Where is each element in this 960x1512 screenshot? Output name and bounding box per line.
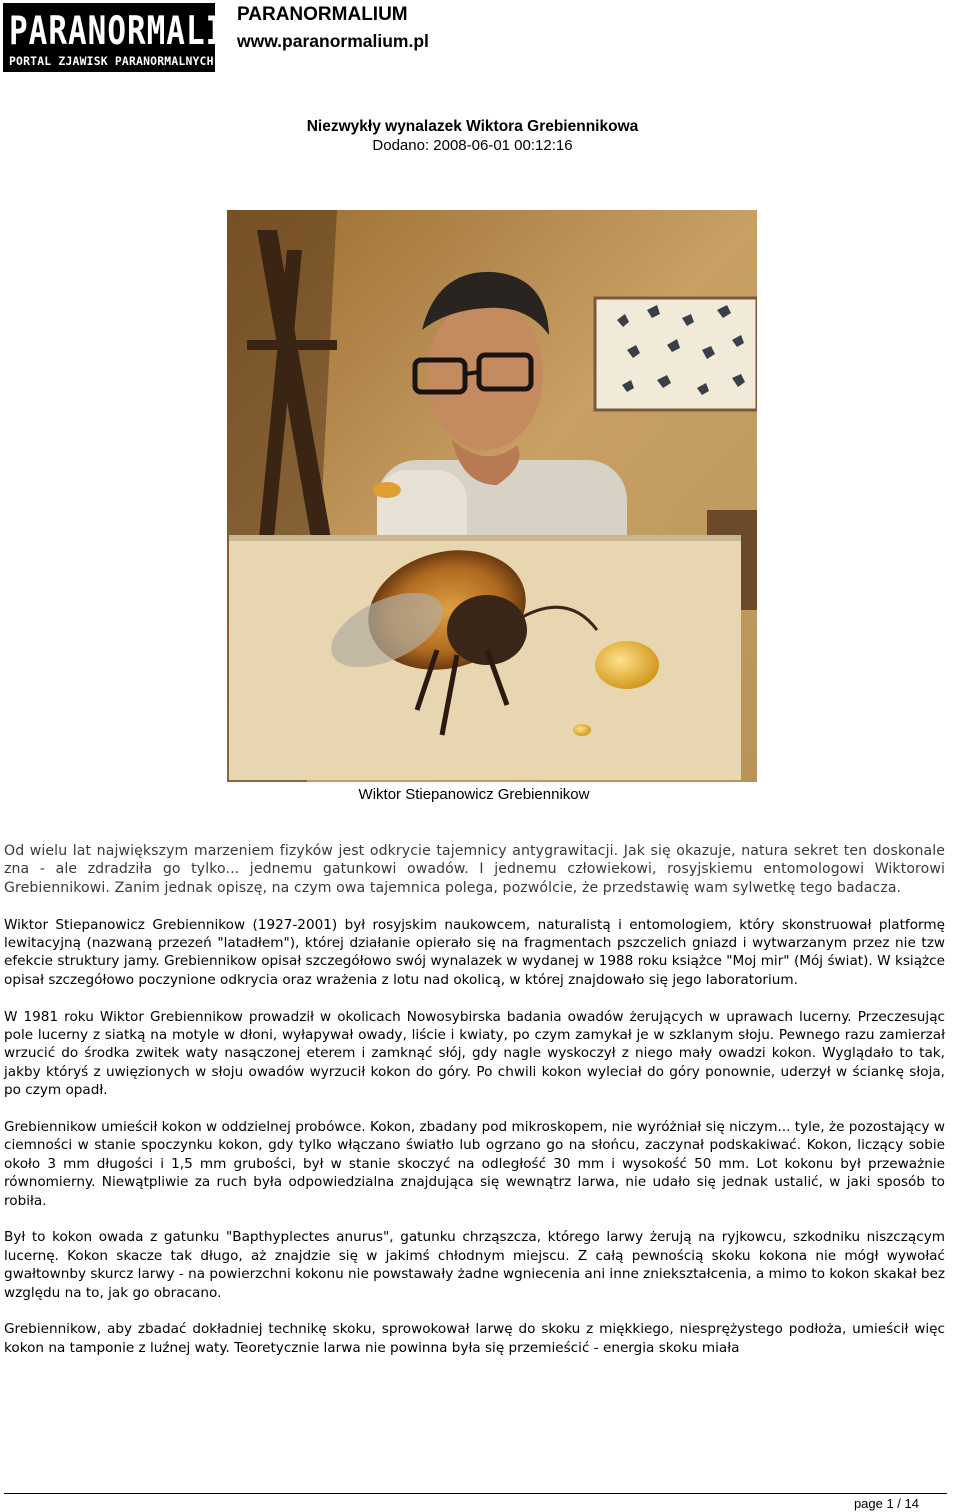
article-paragraph-5: Był to kokon owada z gatunku "Bapthyplectes anurus", gatunku chrząszcza, którego larwy żerują na ryjkowcu, szkodniku niszczącym lucernę. Kokon skacze tak długo, aż znajdzie się w jakimś chłodnym miejscu. Z całą pewnością skoku kokona nie mógł wywołać gwałtownby skurcz larwy - na powierzchni kokonu nie powstawały żadne wgniecenia ani inne zniekształcenia, a mimo to kokon skakał bez względu na to, jak go obracano. <box>4 1229 946 1301</box>
article-paragraph-3: W 1981 roku Wiktor Grebiennikow prowadził w okolicach Nowosybirska badania owadów żerujących w uprawach lucerny. Przeczesując pole lucerny z siatką na motyle w dłoni, wyłapywał owady, liście i kwiaty, po czym zamykał je w szklanym słoju. Pewnego razu zamierzał wrzucić do środka zwitek waty nasączonej eterem i zamknąć słój, gdy nagle wyskoczył z niego mały owadzi kokon. Wyglądało to tak, jakby któryś z uwięzionych w słoju owadów wyrzucił kokon do góry. Po chwili kokon wyleciał do góry ponownie, uderzył w ściankę słoja, po czym opadł. <box>4 1008 945 1099</box>
site-title: PARANORMALIUM <box>237 4 408 25</box>
article-body <box>4 842 945 1376</box>
page-number: page 1 / 14 <box>853 1496 919 1511</box>
article-paragraph-2: Wiktor Stiepanowicz Grebiennikow (1927-2001) był rosyjskim naukowcem, naturalistą i entomologiem, który skonstruował platformę lewitacyjną (nazwaną przezeń "latadłem"), której działanie opierało się na fragmentach pszczelich gniazd i wytwarzanym przez nie tzw efekcie struktury jamy. Grebiennikow opisał szczegółowo swój wynalazek w wydanej w 1988 roku książce "Moj mir" (Mój świat). W książce opisał szczegółowo poczynione odkrycia oraz wrażenia z lotu nad okolicą, w której znajdowało się jego laboratorium. <box>4 916 945 988</box>
footer-divider <box>4 1493 947 1494</box>
site-logo[interactable] <box>3 3 265 72</box>
article-date: Dodano: 2008-06-01 00:12:16 <box>372 137 573 154</box>
article-photo <box>227 210 757 782</box>
article-paragraph-4: Grebiennikow umieścił kokon w oddzielnej probówce. Kokon, zbadany pod mikroskopem, nie wyróżniał się niczym... tyle, że pozostający w ciemności w stanie spoczynku kokon, gdy tylko włączano światło lub ogrzano go na słońcu, zaczynał podskakiwać. Kokon, liczący sobie około 3 mm długości i 1,5 mm grubości, był w stanie skoczyć na odległość 30 mm i wysokość 50 mm. Lot kokonu był przeważnie równomierny. Niewątpliwie za ruch była odpowiedzialna znajdująca się wewnątrz larwa, nie udało się jednak ustalić, w jaki sposób to robiła. <box>4 1119 945 1209</box>
image-caption: Wiktor Stiepanowicz Grebiennikow <box>358 786 590 803</box>
site-url-link[interactable]: www.paranormalium.pl <box>237 31 429 51</box>
logo-wordmark: PARANORMALIUM <box>9 8 265 54</box>
article-title: Niezwykły wynalazek Wiktora Grebiennikowa <box>306 118 639 135</box>
article-paragraph-6: Grebiennikow, aby zbadać dokładniej technikę skoku, sprowokował larwę do skoku z miękkiego, niesprężystego podłoża, umieścił więc kokon na tamponie z luźnej waty. Teoretycznie larwa nie powinna była się przemieścić - energia skoku miała <box>4 1321 945 1356</box>
article-paragraph-1: Od wielu lat największym marzeniem fizyków jest odkrycie tajemnicy antygrawitacji. Jak się okazuje, natura sekret ten doskonale zna - ale zdradziła go tylko... jednemu gatunkowi owadów. I jednemu człowiekowi, rosyjskiemu entomologowi Wiktorowi Grebiennikowi. Zanim jednak opiszę, na czym owa tajemnica polega, pozwólcie, że przedstawię wam sylwetkę tego badacza. <box>4 843 945 896</box>
logo-tagline: PORTAL ZJAWISK PARANORMALNYCH <box>9 54 214 68</box>
